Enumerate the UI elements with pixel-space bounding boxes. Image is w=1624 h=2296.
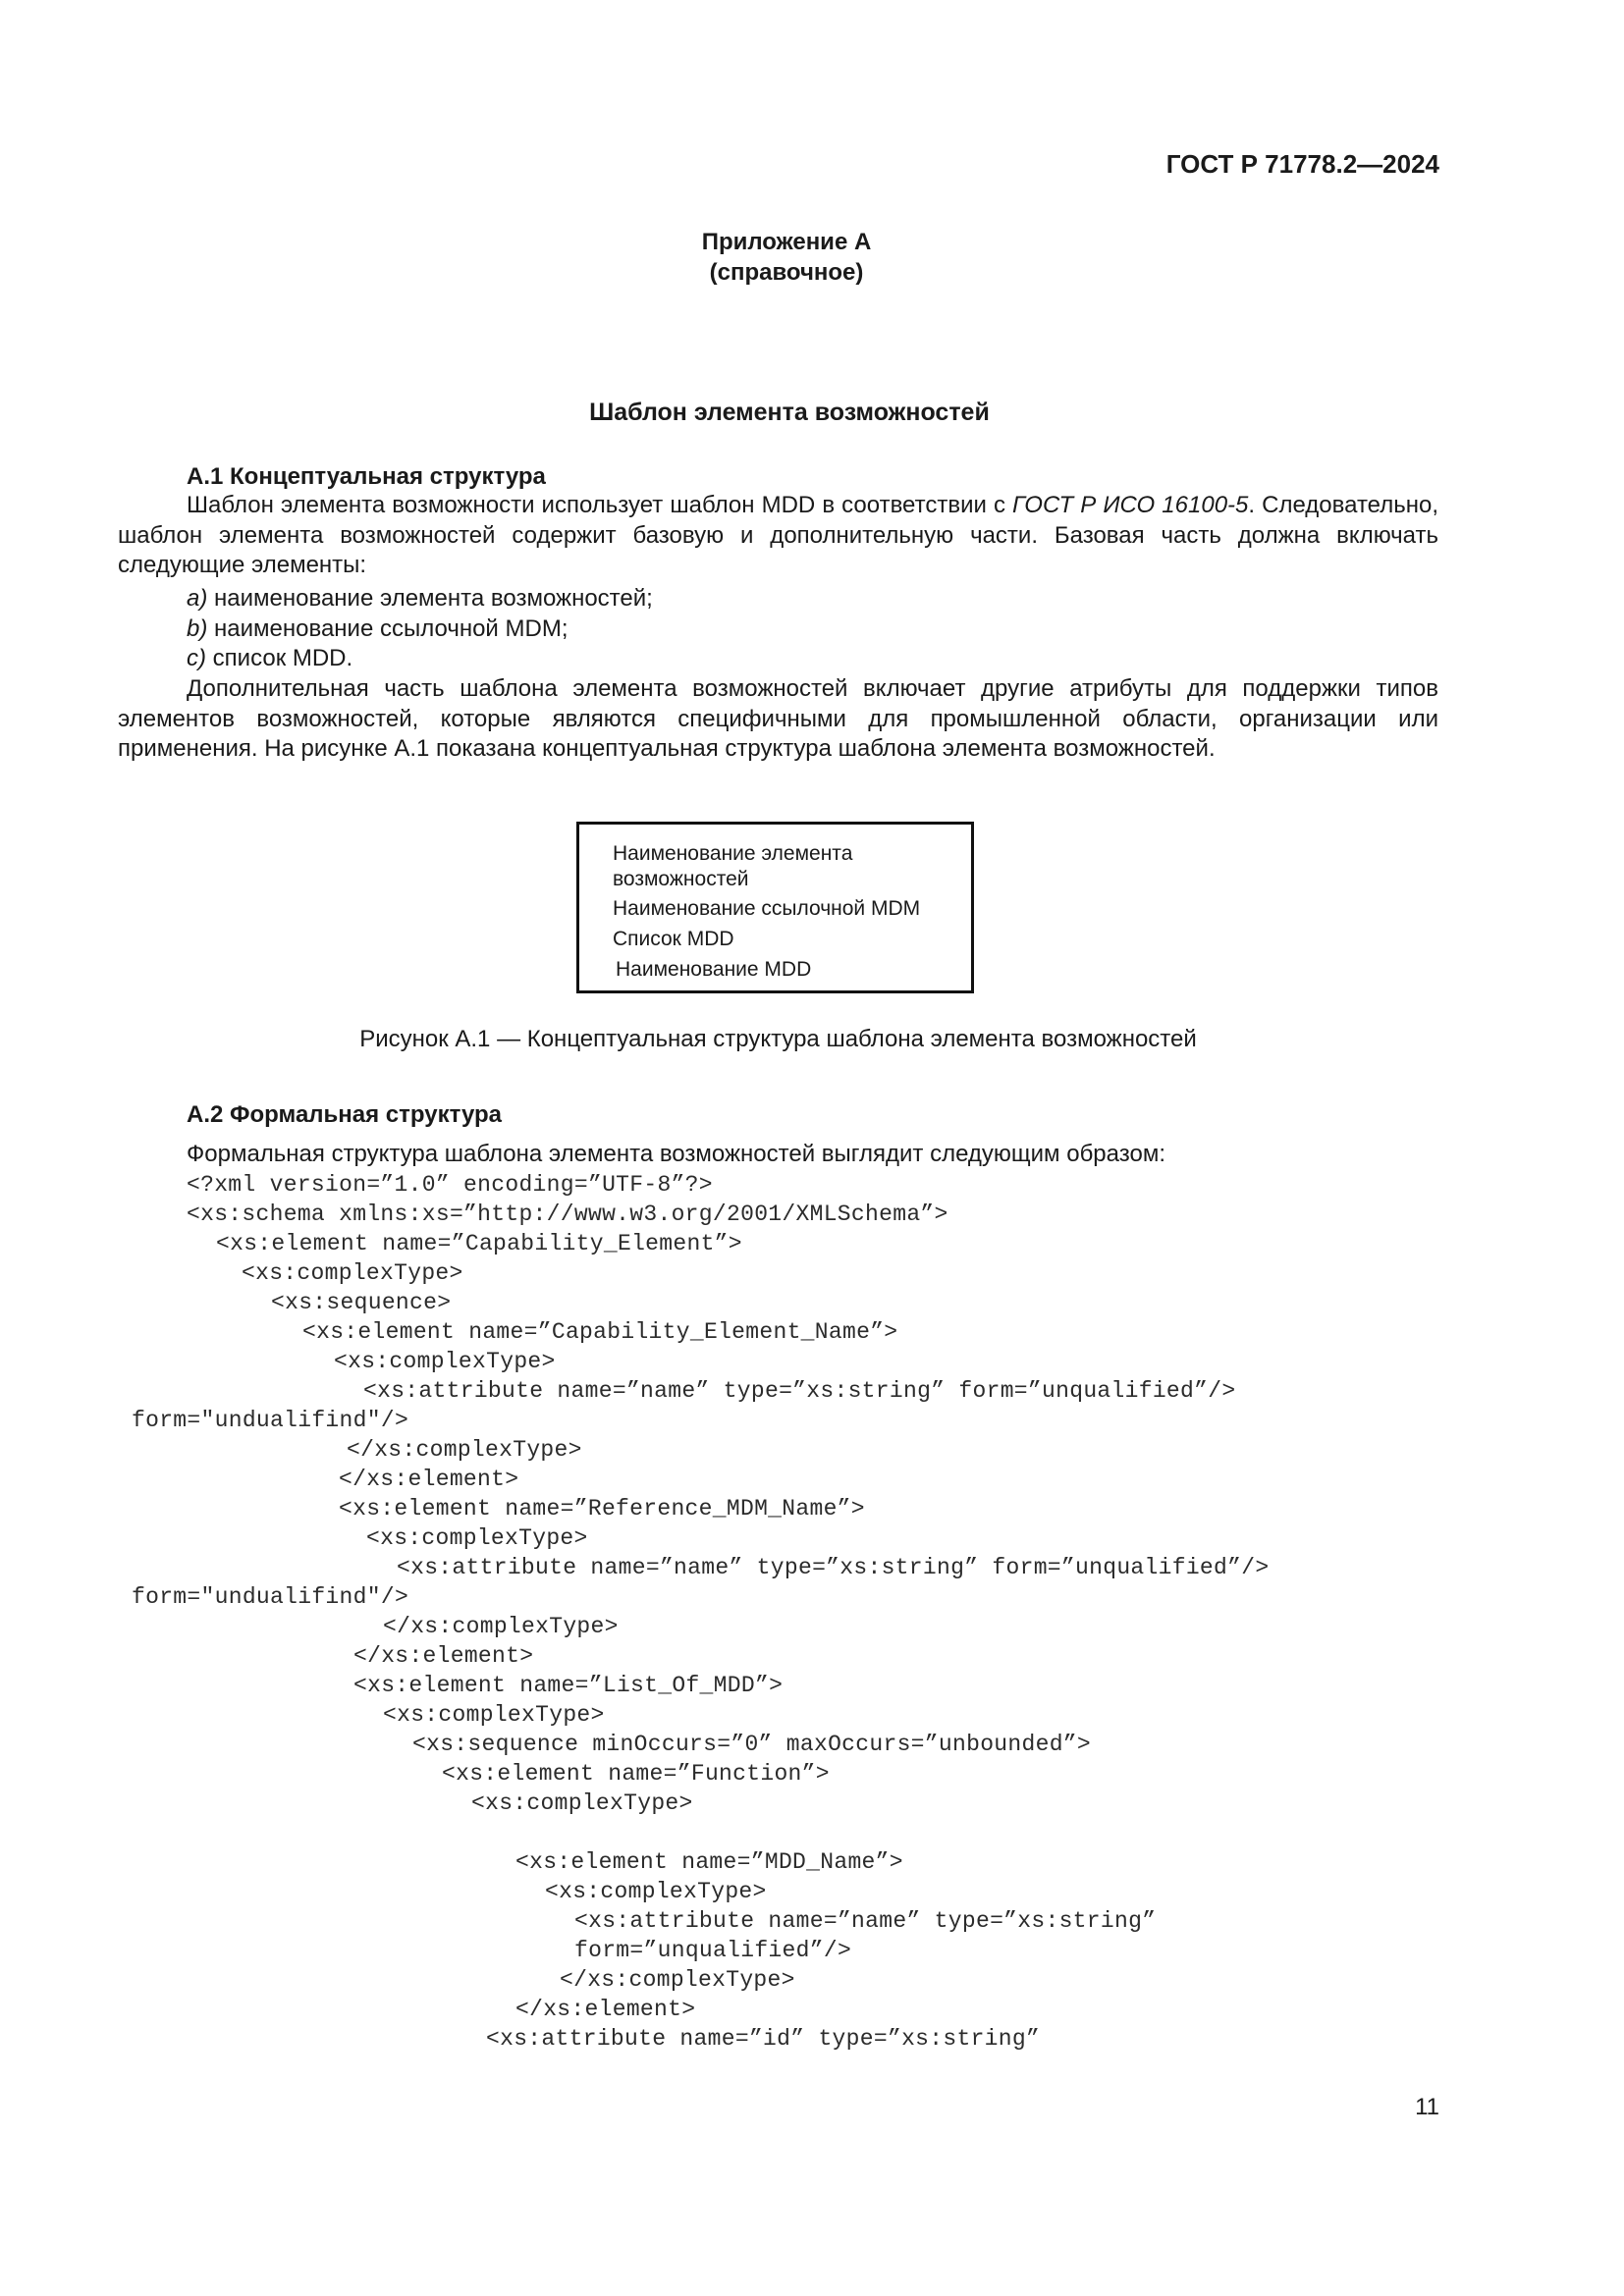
a2-intro: Формальная структура шаблона элемента возможностей выглядит следующим образом: [187,1141,1165,1167]
code-line: </xs:complexType> [383,1614,619,1639]
a1-paragraph-2: Дополнительная часть шаблона элемента возможностей включает другие атрибуты для поддержки типов элементов возможностей, которые являются специфичными для промышленной области, организации или применения. На рисунке А.1 показана концептуальная структура шаблона элемента возможностей. [118,675,1438,762]
code-line: <xs:sequence minOccurs=”0” maxOccurs=”unbounded”> [412,1732,1092,1757]
a1-paragraph-1 [118,491,1438,581]
standard-reference: ГОСТ Р ИСО 16100-5 [1012,492,1249,518]
code-line: <xs:complexType> [334,1349,556,1374]
code-line: <xs:element name=”Capability_Element_Name”> [302,1319,898,1345]
figure-line: Наименование ссылочной MDM [613,897,921,920]
code-line: <xs:complexType> [383,1702,605,1728]
code-line: <xs:sequence> [271,1290,452,1315]
code-line: form="undualifind"/> [132,1584,409,1610]
a1-paragraph-1-end: . Следовательно, шаблон элемента возможностей содержит базовую и дополнительную части. Базовая часть должна включать следующие элементы: [118,492,1438,578]
figure-line: Наименование элемента [613,842,853,865]
list-text: список MDD. [206,645,353,671]
code-line: <xs:complexType> [545,1879,767,1904]
code-line: </xs:element> [339,1467,519,1492]
a1-paragraph-1-start: Шаблон элемента возможности использует шаблон MDD в соответствии с [187,492,1013,518]
code-line: form="undualifind"/> [132,1408,409,1433]
code-line: <xs:complexType> [242,1260,463,1286]
appendix-title: Приложение А [701,229,872,255]
list-text: наименование элемента возможностей; [207,585,653,612]
figure-line: Наименование MDD [616,958,812,981]
figure-line: Список MDD [613,928,734,950]
code-line: <xs:complexType> [366,1525,588,1551]
code-line: <xs:attribute name=”id” type=”xs:string” [486,2026,1041,2052]
list-marker: а) [187,585,208,612]
list-marker: b) [187,615,208,642]
code-line: <xs:element name=”Function”> [442,1761,830,1787]
code-line: <xs:attribute name=”name” type=”xs:string” form=”unqualified”/> [363,1378,1236,1404]
list-item [187,615,568,643]
figure-line: возможностей [613,868,749,890]
list-marker: с) [187,645,206,671]
list-text: наименование ссылочной MDM; [207,615,568,642]
code-line: </xs:complexType> [347,1437,582,1463]
figure-caption: Рисунок А.1 — Концептуальная структура шаблона элемента возможностей [359,1026,1197,1052]
code-line: </xs:complexType> [560,1967,795,1993]
a2-heading: А.2 Формальная структура [187,1101,502,1128]
appendix-subtitle: (справочное) [709,259,864,286]
page-number: 11 [1415,2094,1439,2120]
document-number: ГОСТ Р 71778.2—2024 [1165,149,1439,179]
code-line: <xs:attribute name=”name” type=”xs:string” form=”unqualified”/> [397,1555,1270,1580]
code-line: <xs:attribute name=”name” type=”xs:string” [574,1908,1157,1934]
code-line: <xs:element name=”List_Of_MDD”> [353,1673,784,1698]
a1-heading: А.1 Концептуальная структура [187,463,546,490]
code-line: <xs:complexType> [471,1790,693,1816]
code-line: <?xml version=”1.0” encoding=”UTF-8”?> [187,1172,713,1198]
code-line: <xs:element name=”Capability_Element”> [216,1231,742,1256]
code-line: form=”unqualified”/> [574,1938,852,1963]
code-line: <xs:schema xmlns:xs=”http://www.w3.org/2001/XMLSchema”> [187,1201,948,1227]
list-item [187,645,352,672]
code-line: <xs:element name=”Reference_MDM_Name”> [339,1496,865,1522]
code-line: </xs:element> [515,1997,696,2022]
conceptual-structure-figure [576,822,974,993]
list-item [187,585,653,613]
section-title: Шаблон элемента возможностей [589,399,990,426]
code-line: <xs:element name=”MDD_Name”> [515,1849,903,1875]
code-line: </xs:element> [353,1643,534,1669]
